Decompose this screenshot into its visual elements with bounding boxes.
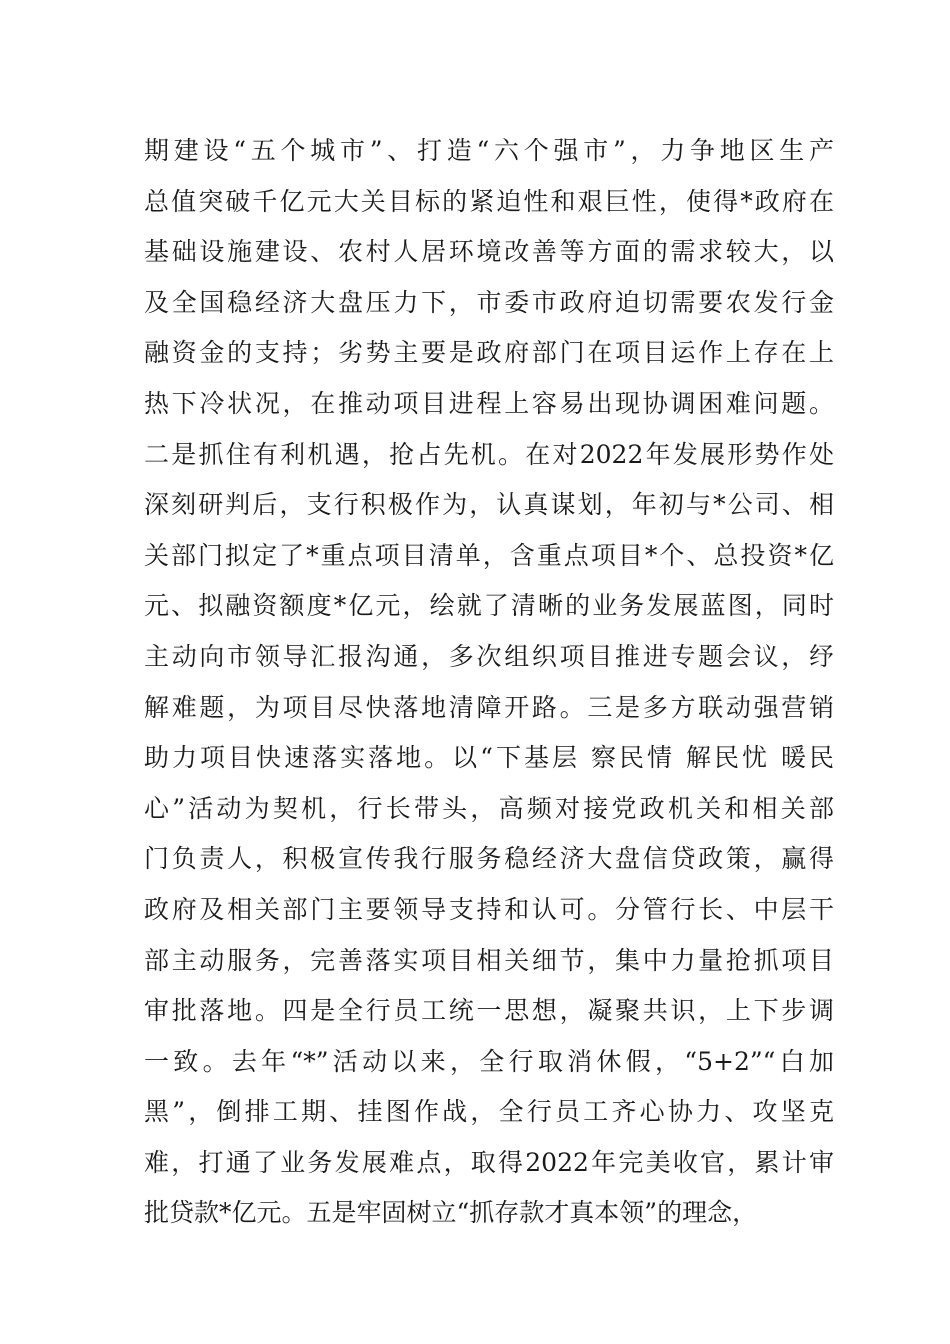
text-line: 热下冷状况，在推动项目进程上容易出现协调困难问题。 [144, 388, 834, 418]
text-line: 解难题，为项目尽快落地清障开路。三是多方联动强营销 [144, 692, 834, 722]
text-line: 基础设施建设、农村人居环境改善等方面的需求较大，以 [144, 237, 834, 267]
text-line: 总值突破千亿元大关目标的紧迫性和艰巨性，使得*政府在 [144, 186, 834, 216]
text-line: 政府及相关部门主要领导支持和认可。分管行长、中层干 [144, 894, 834, 924]
text-line: 部主动服务，完善落实项目相关细节，集中力量抢抓项目 [144, 945, 834, 975]
text-line: 主动向市领导汇报沟通，多次组织项目推进专题会议，纾 [144, 641, 834, 671]
text-line: 助力项目快速落实落地。以“下基层 察民情 解民忧 暖民 [144, 743, 834, 773]
text-line: 一致。去年“*”活动以来，全行取消休假，“5+2”“白加 [144, 1046, 834, 1076]
text-line: 心”活动为契机，行长带头，高频对接党政机关和相关部 [144, 793, 834, 823]
text-line: 难，打通了业务发展难点，取得2022年完美收官，累计审 [144, 1147, 834, 1177]
text-line: 黑”，倒排工期、挂图作战，全行员工齐心协力、攻坚克 [144, 1097, 834, 1127]
text-line: 门负责人，积极宣传我行服务稳经济大盘信贷政策，赢得 [144, 844, 834, 874]
text-line: 元、拟融资额度*亿元，绘就了清晰的业务发展蓝图，同时 [144, 591, 834, 621]
text-line: 关部门拟定了*重点项目清单，含重点项目*个、总投资*亿 [144, 540, 834, 570]
text-line: 深刻研判后，支行积极作为，认真谋划，年初与*公司、相 [144, 490, 834, 520]
text-line: 二是抓住有利机遇，抢占先机。在对2022年发展形势作处 [144, 439, 834, 469]
text-line: 期建设“五个城市”、打造“六个强市”，力争地区生产 [144, 136, 834, 165]
body-paragraph [144, 126, 834, 1239]
text-line: 批贷款*亿元。五是牢固树立“抓存款才真本领”的理念， [144, 1198, 758, 1228]
text-line: 审批落地。四是全行员工统一思想，凝聚共识，上下步调 [144, 996, 834, 1026]
text-line: 融资金的支持；劣势主要是政府部门在项目运作上存在上 [144, 338, 834, 368]
text-line: 及全国稳经济大盘压力下，市委市政府迫切需要农发行金 [144, 287, 834, 317]
